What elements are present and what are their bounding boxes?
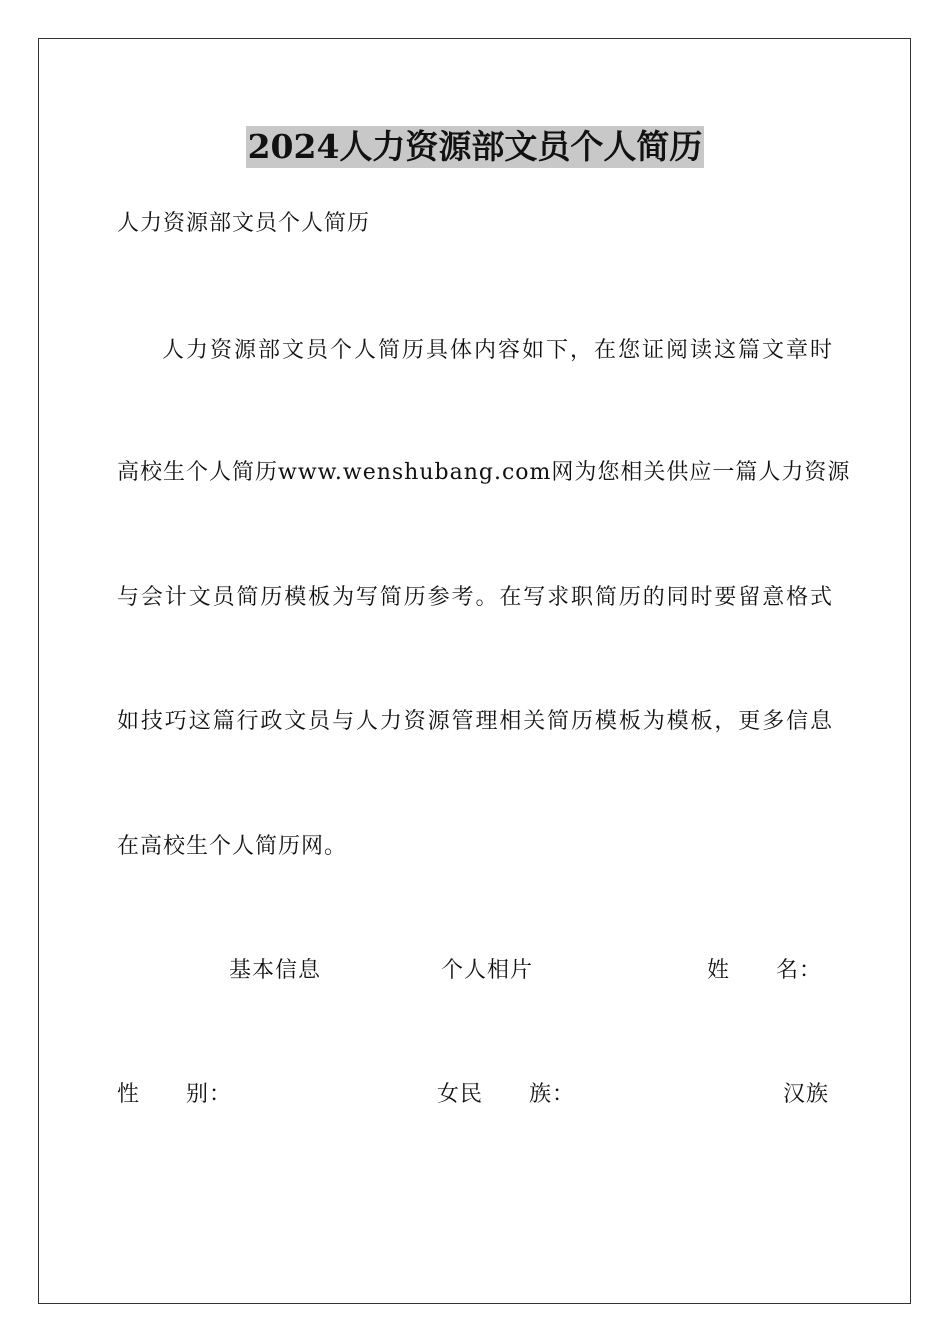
paragraph-line-3: 与会计文员简历模板为写简历参考。在写求职简历的同时要留意格式 (117, 585, 833, 610)
basic-info-label: 基本信息 (229, 958, 322, 983)
title-container (0, 126, 950, 168)
gender-value-ethnic-label: 女民 族： (437, 1082, 576, 1107)
document-subtitle: 人力资源部文员个人简历 (117, 211, 371, 236)
paragraph-line-5: 在高校生个人简历网。 (117, 834, 348, 859)
paragraph-line-1: 人力资源部文员个人简历具体内容如下，在您证阅读这篇文章时 (162, 338, 833, 363)
paragraph-line-4: 如技巧这篇行政文员与人力资源管理相关简历模板为模板，更多信息 (117, 709, 833, 734)
paragraph-line-2: 高校生个人简历www.wenshubang.com网为您相关供应一篇人力资源 (117, 460, 851, 485)
ethnic-value: 汉族 (783, 1082, 830, 1107)
document-title: 2024人力资源部文员个人简历 (247, 127, 703, 166)
photo-label: 个人相片 (441, 958, 534, 983)
name-label: 姓 名： (707, 958, 823, 983)
gender-label: 性 别： (117, 1082, 233, 1107)
